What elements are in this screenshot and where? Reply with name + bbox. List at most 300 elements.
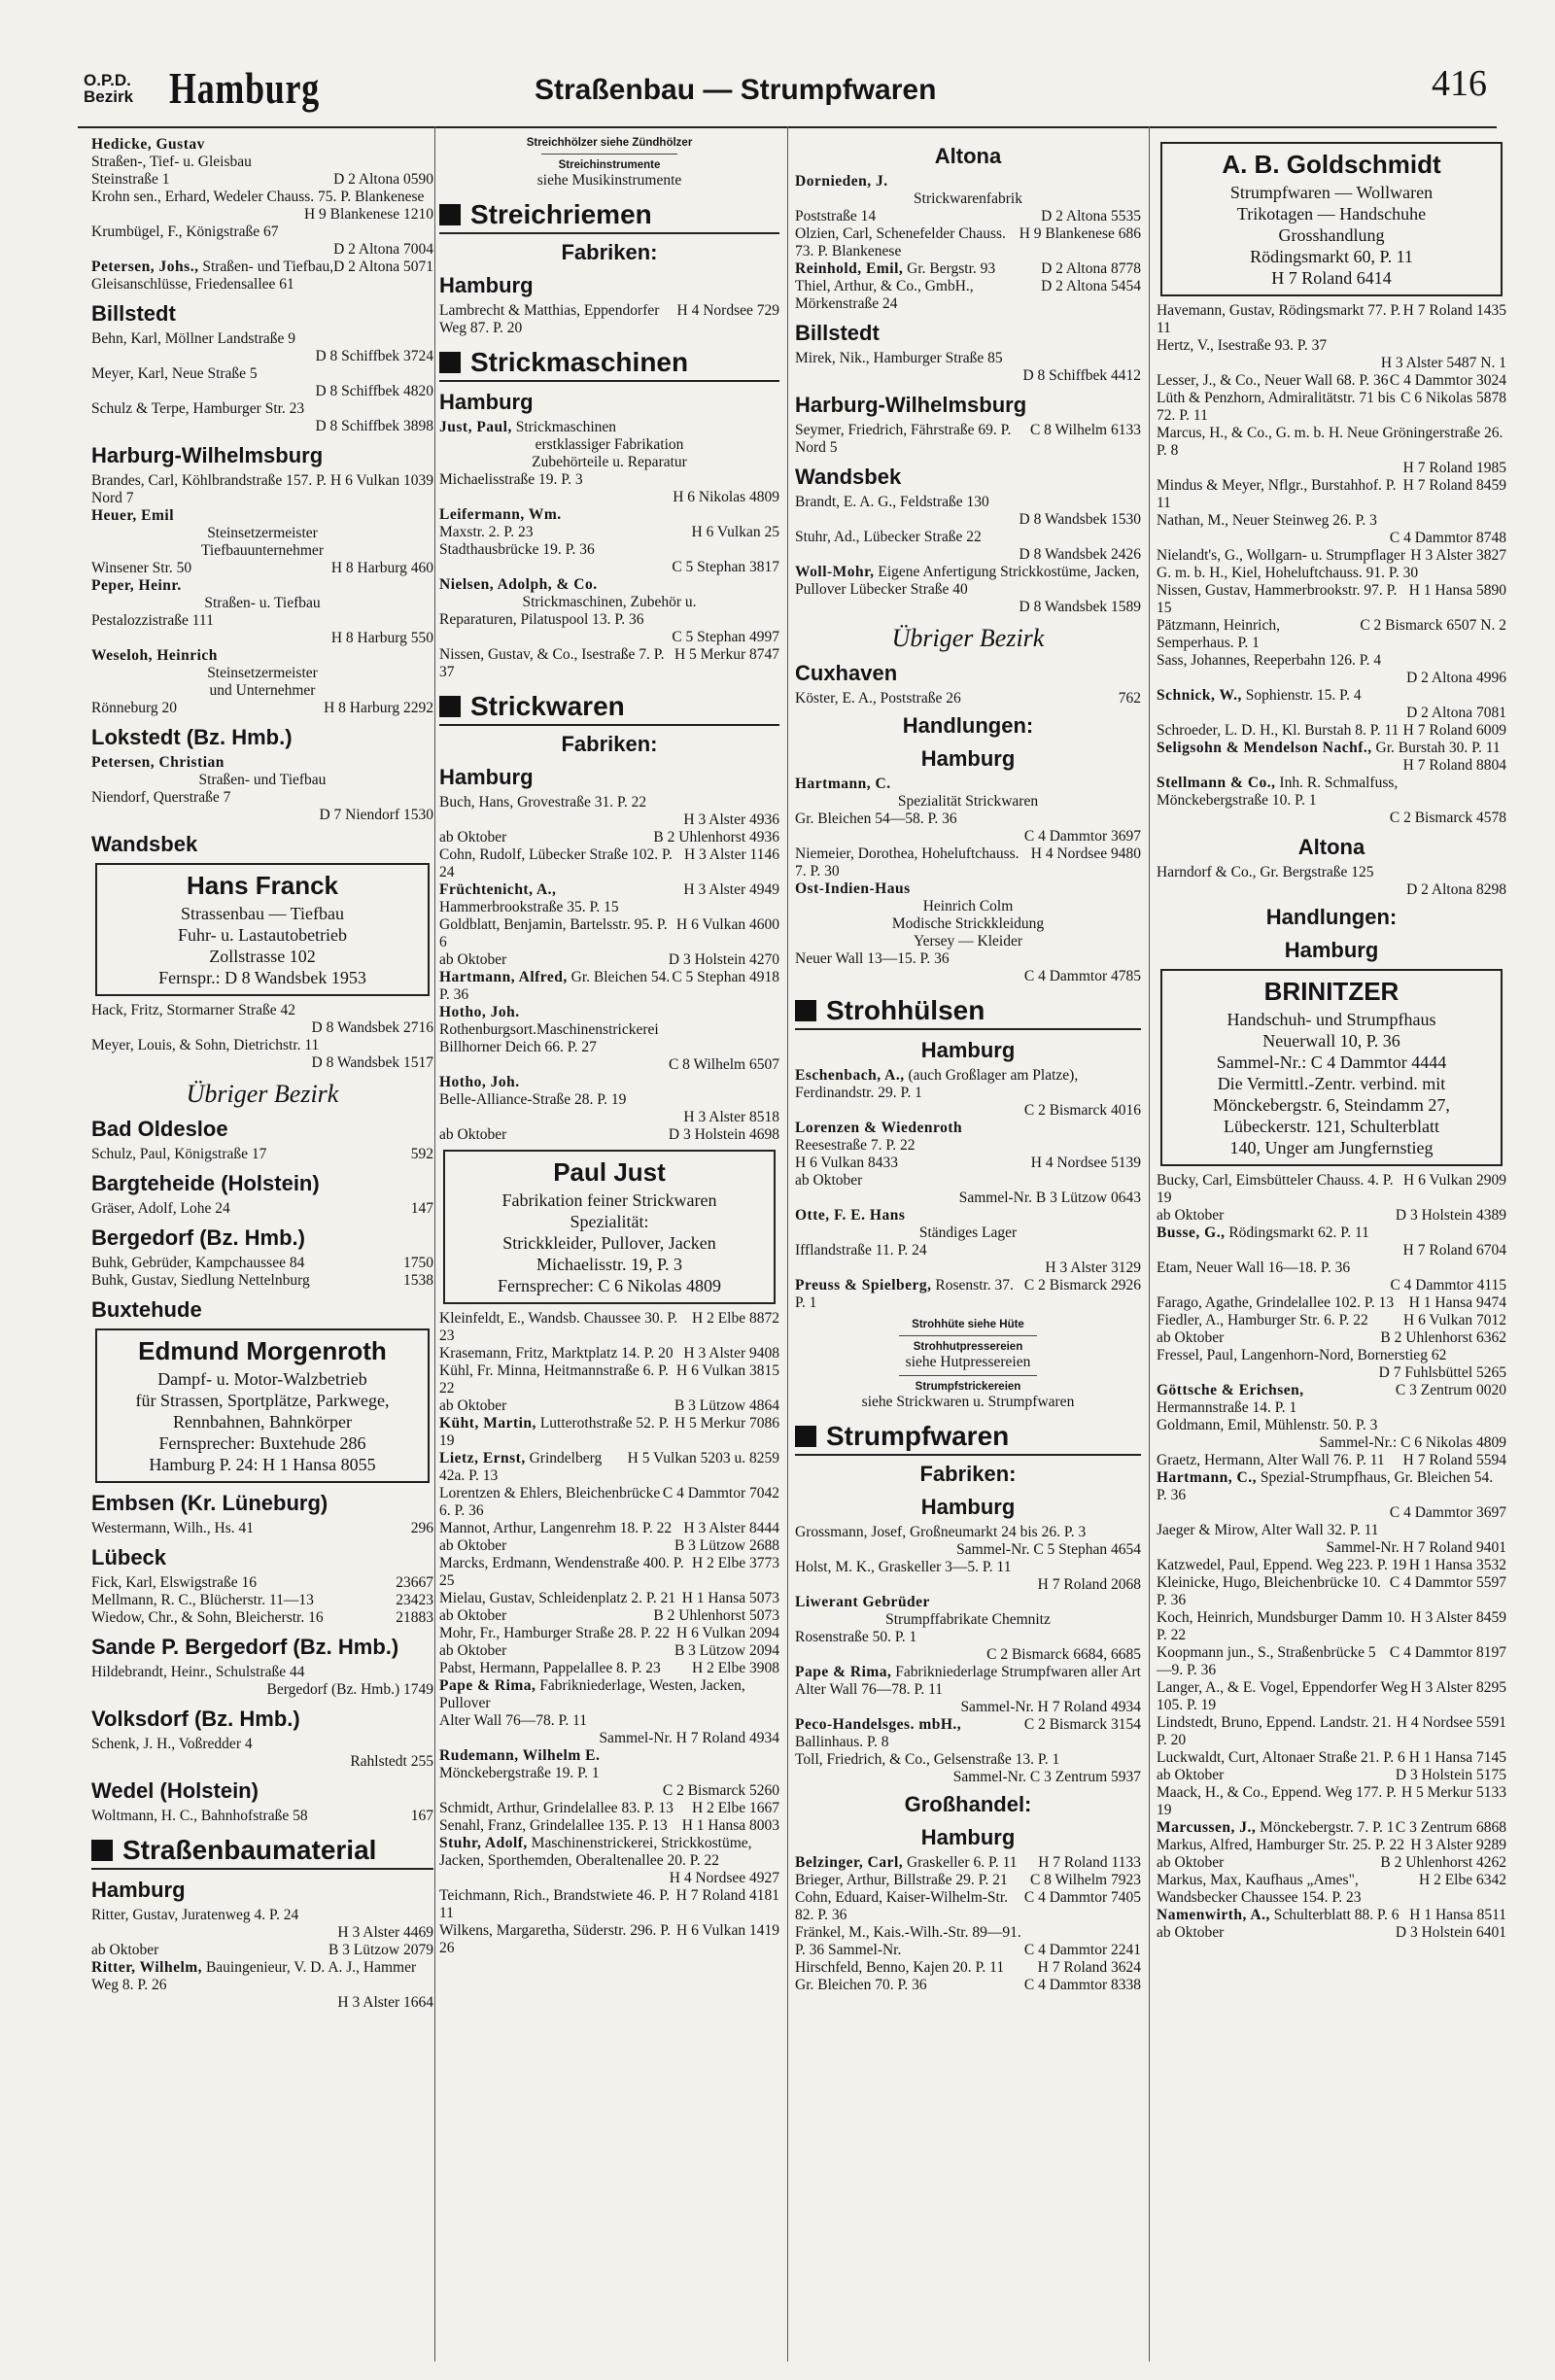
- entry-name: Nielsen, Adolph, & Co.: [439, 576, 598, 593]
- entry-text: H 6 Vulkan 8433: [795, 1155, 898, 1171]
- entry-phone: H 3 Alster 4469: [337, 1924, 433, 1941]
- entry-phone: D 8 Wandsbek 1517: [311, 1054, 433, 1071]
- entry-phone: Sammel-Nr. C 5 Stephan 4654: [956, 1541, 1141, 1558]
- directory-entry: [1157, 740, 1506, 757]
- entry-text: Mellmann, R. C., Blücherstr. 11—13: [91, 1592, 314, 1608]
- entry-name: Woll-Mohr,: [795, 564, 875, 580]
- directory-entry: [439, 646, 779, 681]
- entry-phone: H 3 Alster 4936: [683, 811, 779, 828]
- directory-entry: [795, 1207, 1141, 1224]
- entry-phone: C 8 Wilhelm 6133: [1029, 422, 1141, 438]
- advertisement-line: Fernspr.: D 8 Wandsbek 1953: [158, 968, 366, 987]
- entry-text: Rödingsmarkt 62. P. 11: [1225, 1224, 1369, 1241]
- entry-phone: C 5 Stephan 4918: [672, 969, 779, 985]
- entry-phone: C 3 Zentrum 6868: [1395, 1819, 1506, 1836]
- directory-entry: [1157, 1382, 1506, 1417]
- entry-text: Nissen, Gustav, & Co., Isestraße 7. P. 37: [439, 646, 665, 680]
- entry-phone: D 2 Altona 5535: [1041, 208, 1141, 224]
- directory-entry: [1157, 1872, 1506, 1907]
- entry-name: Peper, Heinr.: [91, 577, 182, 594]
- entry-text: Goldmann, Emil, Mühlenstr. 50. P. 3: [1157, 1417, 1378, 1433]
- entry-phone: D 2 Altona 4996: [1406, 670, 1506, 686]
- directory-entry: [1157, 1644, 1506, 1679]
- entry-phone: D 8 Wandsbek 1589: [1019, 599, 1141, 615]
- entry-text: Krohn sen., Erhard, Wedeler Chauss. 75. P. Blankenese: [91, 189, 425, 205]
- category-heading: [439, 199, 779, 234]
- entry-text: Behn, Karl, Möllner Landstraße 9: [91, 330, 296, 347]
- entry-text: Strickwarenfabrik: [914, 190, 1022, 207]
- entry-name: Pape & Rima,: [439, 1677, 536, 1694]
- entry-text: Zubehörteile u. Reparatur: [532, 454, 687, 470]
- entry-text: P. 36 Sammel-Nr.: [795, 1942, 902, 1958]
- entry-phone: H 1 Hansa 5073: [681, 1590, 779, 1606]
- category-title: Strumpfwaren: [826, 1421, 1010, 1451]
- entry-phone: C 2 Bismarck 4578: [1389, 810, 1506, 826]
- directory-entry: [1157, 477, 1506, 512]
- entry-phone: D 2 Altona 7081: [1406, 705, 1506, 721]
- place-heading: Altona: [1297, 835, 1365, 859]
- directory-entry: [1157, 1224, 1506, 1242]
- place-heading: Billstedt: [795, 321, 880, 345]
- entry-text: Kleinfeldt, E., Wandsb. Chaussee 30. P. 23: [439, 1310, 678, 1344]
- directory-entry: [91, 542, 433, 560]
- entry-text: Buhk, Gebrüder, Kampchaussee 84: [91, 1255, 305, 1271]
- directory-entry: [1157, 1364, 1506, 1382]
- entry-text: ab Oktober: [1157, 1924, 1225, 1941]
- directory-entry: [795, 793, 1141, 811]
- directory-entry: [439, 794, 779, 811]
- entry-text: Etam, Neuer Wall 16—18. P. 36: [1157, 1259, 1351, 1276]
- entry-phone: 21883: [396, 1609, 433, 1626]
- directory-entry: [91, 1664, 433, 1681]
- entry-phone: D 8 Schiffbek 3724: [315, 348, 433, 364]
- advertisement-line: Spezialität:: [570, 1212, 649, 1231]
- directory-entry: [91, 400, 433, 418]
- entry-name: Marcussen, J.,: [1157, 1819, 1257, 1836]
- directory-entry: [91, 206, 433, 224]
- directory-entry: [1157, 722, 1506, 740]
- entry-phone: H 6 Vulkan 2094: [676, 1625, 779, 1641]
- entry-text: ab Oktober: [439, 951, 507, 968]
- entry-text: Alter Wall 76—78. P. 11: [795, 1681, 944, 1698]
- advertisement-line: 140, Unger am Jungfernstieg: [1229, 1138, 1434, 1157]
- advertisement-box: [443, 1150, 776, 1304]
- subsection-heading: Großhandel:: [904, 1792, 1032, 1816]
- entry-text: Lindstedt, Bruno, Eppend. Landstr. 21. P. 20: [1157, 1714, 1392, 1748]
- directory-entry: [1157, 1522, 1506, 1539]
- entry-phone: H 2 Elbe 8872: [692, 1310, 779, 1327]
- entry-name: Hartmann, C.: [795, 776, 891, 792]
- directory-entry: [91, 754, 433, 772]
- entry-phone: B 3 Lützow 2079: [328, 1942, 433, 1958]
- entry-name: Eschenbach, A.,: [795, 1067, 905, 1084]
- entry-phone: D 3 Holstein 4389: [1395, 1207, 1506, 1224]
- directory-entry: [1157, 1294, 1506, 1312]
- advertisement-line: Trikotagen — Handschuhe: [1236, 204, 1427, 224]
- directory-entry: [795, 880, 1141, 898]
- directory-entry: [1157, 1557, 1506, 1574]
- directory-entry: [795, 1872, 1141, 1889]
- entry-text: Kleinicke, Hugo, Bleichenbrücke 10. P. 36: [1157, 1574, 1381, 1608]
- directory-entry: [439, 1782, 779, 1800]
- entry-phone: H 1 Hansa 8511: [1409, 1907, 1506, 1923]
- entry-text: Mönckebergstraße 19. P. 1: [439, 1765, 600, 1781]
- entry-phone: D 2 Altona 8298: [1406, 881, 1506, 898]
- directory-entry: [1157, 1767, 1506, 1784]
- directory-entry: [439, 506, 779, 524]
- entry-text: ab Oktober: [439, 829, 507, 845]
- directory-entry: [1157, 372, 1506, 390]
- entry-text: Buhk, Gustav, Siedlung Nettelnburg: [91, 1272, 310, 1289]
- entry-text: Niendorf, Querstraße 7: [91, 789, 231, 806]
- directory-entry: [91, 1959, 433, 1994]
- directory-entry: [439, 1677, 779, 1712]
- place-heading: Hamburg: [920, 1495, 1016, 1519]
- entry-phone: H 6 Vulkan 2909: [1403, 1172, 1506, 1189]
- entry-text: Krasemann, Fritz, Marktplatz 14. P. 20: [439, 1345, 674, 1362]
- entry-name: Stuhr, Adolf,: [439, 1835, 528, 1851]
- entry-phone: H 7 Roland 2068: [1037, 1576, 1141, 1593]
- directory-entry: [439, 1887, 779, 1922]
- entry-phone: B 2 Uhlenhorst 4936: [653, 829, 779, 845]
- entry-text: Sophienstr. 15. P. 4: [1241, 687, 1362, 704]
- entry-phone: D 8 Schiffbek 4412: [1022, 367, 1141, 384]
- entry-phone: C 2 Bismarck 4016: [1023, 1102, 1141, 1119]
- directory-entry: [439, 1660, 779, 1677]
- category-title: Strickwaren: [470, 691, 625, 721]
- directory-entry: [91, 789, 433, 807]
- cross-reference: Strohhutpressereien: [913, 1341, 1023, 1353]
- entry-phone: H 3 Alster 5487 N. 1: [1380, 355, 1506, 371]
- entry-phone: D 2 Altona 5071: [333, 259, 433, 275]
- directory-entry: [795, 898, 1141, 915]
- directory-entry: [1157, 687, 1506, 705]
- advertisement-line: Mönckebergstr. 6, Steindamm 27,: [1213, 1095, 1450, 1115]
- directory-entry: [91, 171, 433, 189]
- place-heading: Hamburg: [1284, 938, 1379, 962]
- directory-entry: [1157, 1207, 1506, 1224]
- entry-text: Schulz & Terpe, Hamburger Str. 23: [91, 400, 305, 417]
- entry-phone: 23423: [396, 1592, 433, 1608]
- directory-entry: [91, 682, 433, 700]
- directory-entry: [1157, 881, 1506, 899]
- entry-text: Hammerbrookstraße 35. P. 15: [439, 899, 619, 915]
- directory-entry: [91, 507, 433, 525]
- entry-text: ab Oktober: [1157, 1329, 1225, 1346]
- entry-phone: B 3 Lützow 4864: [674, 1397, 779, 1414]
- entry-phone: H 3 Alster 4949: [683, 881, 779, 898]
- place-heading: Volksdorf (Bz. Hmb.): [91, 1707, 300, 1731]
- directory-entry: [439, 1870, 779, 1887]
- advertisement-line: Michaelisstr. 19, P. 3: [536, 1255, 682, 1274]
- directory-entry: [795, 208, 1141, 225]
- divider: [899, 1335, 1037, 1336]
- directory-entry: [795, 367, 1141, 385]
- entry-phone: H 5 Merkur 7086: [674, 1415, 779, 1431]
- entry-text: Alter Wall 76—78. P. 11: [439, 1712, 588, 1729]
- entry-text: Mindus & Meyer, Nflgr., Burstahhof. P. 11: [1157, 477, 1397, 511]
- entry-phone: H 4 Nordsee 9480: [1030, 845, 1141, 862]
- directory-entry: [795, 1120, 1141, 1137]
- directory-entry: [439, 916, 779, 951]
- entry-text: Teichmann, Rich., Brandstwiete 46. P. 11: [439, 1887, 670, 1921]
- entry-text: Gr. Bergstr. 93: [903, 260, 996, 277]
- entry-phone: Bergedorf (Bz. Hmb.) 1749: [266, 1681, 433, 1698]
- directory-entry: [795, 968, 1141, 985]
- entry-text: Senahl, Franz, Grindelallee 135. P. 13: [439, 1817, 668, 1834]
- entry-phone: D 3 Holstein 4270: [668, 951, 779, 968]
- directory-entry: [795, 1394, 1141, 1411]
- entry-phone: H 2 Elbe 6342: [1419, 1872, 1506, 1888]
- directory-entry: [1157, 864, 1506, 881]
- entry-name: Küht, Martin,: [439, 1415, 536, 1431]
- entry-text: Jaeger & Mirow, Alter Wall 32. P. 11: [1157, 1522, 1379, 1538]
- entry-name: Petersen, Christian: [91, 754, 225, 771]
- advertisement-line: Fernsprecher: C 6 Nikolas 4809: [498, 1276, 721, 1295]
- entry-phone: C 2 Bismarck 5260: [662, 1782, 779, 1799]
- directory-entry: [795, 690, 1141, 707]
- directory-entry: [795, 1646, 1141, 1664]
- cross-reference: Strumpfstrickereien: [915, 1381, 1021, 1393]
- advertisement-line: Zollstrasse 102: [209, 947, 316, 966]
- directory-entry: [439, 576, 779, 594]
- entry-phone: C 4 Dammtor 8748: [1389, 530, 1506, 546]
- directory-entry: [795, 1354, 1141, 1371]
- directory-entry: [439, 1004, 779, 1021]
- entry-text: Fabrikniederlage Strumpfwaren aller Art: [891, 1664, 1141, 1680]
- directory-entry: [91, 472, 433, 507]
- directory-entry: [1157, 1329, 1506, 1347]
- entry-text: Lesser, J., & Co., Neuer Wall 68. P. 36: [1157, 372, 1389, 389]
- entry-phone: H 1 Hansa 9474: [1408, 1294, 1506, 1311]
- place-heading: Hamburg: [920, 1825, 1016, 1849]
- place-heading: Harburg-Wilhelmsburg: [91, 443, 324, 467]
- directory-entry: [439, 1800, 779, 1817]
- directory-entry: [795, 529, 1141, 546]
- directory-entry: [795, 1190, 1141, 1207]
- entry-text: Markus, Alfred, Hamburger Str. 25. P. 22: [1157, 1837, 1405, 1853]
- place-heading: Cuxhaven: [795, 661, 898, 685]
- entry-name: Göttsche & Erichsen,: [1157, 1382, 1304, 1398]
- entry-phone: D 2 Altona 0590: [333, 171, 433, 188]
- entry-phone: Sammel-Nr. B 3 Lützow 0643: [958, 1190, 1141, 1206]
- entry-phone: D 7 Fuhlsbüttel 5265: [1378, 1364, 1506, 1381]
- directory-entry: [795, 1629, 1141, 1646]
- entry-phone: 23667: [396, 1574, 433, 1591]
- directory-entry: [91, 1002, 433, 1019]
- entry-phone: H 3 Alster 9289: [1410, 1837, 1506, 1853]
- place-heading: Hamburg: [439, 390, 534, 414]
- entry-phone: H 3 Alster 8459: [1410, 1609, 1506, 1626]
- entry-name: Heuer, Emil: [91, 507, 175, 524]
- directory-entry: [91, 807, 433, 824]
- directory-entry: [91, 241, 433, 259]
- directory-entry: [91, 383, 433, 400]
- entry-text: Brieger, Arthur, Billstraße 29. P. 21: [795, 1872, 1008, 1888]
- entry-phone: H 2 Elbe 3908: [692, 1660, 779, 1676]
- directory-entry: [1157, 1242, 1506, 1259]
- place-heading: Billstedt: [91, 301, 176, 326]
- directory-entry: [1157, 1749, 1506, 1767]
- entry-phone: H 7 Roland 8804: [1402, 757, 1506, 774]
- directory-entry: [91, 1681, 433, 1699]
- bezirk-label: Bezirk: [84, 87, 134, 106]
- advertisement-line: Rödingsmarkt 60, P. 11: [1250, 247, 1413, 266]
- entry-text: ab Oktober: [1157, 1207, 1225, 1224]
- directory-entry: [439, 1450, 779, 1485]
- subsection-heading: Fabriken:: [919, 1462, 1017, 1486]
- entry-text: Schenk, J. H., Voßredder 4: [91, 1736, 253, 1752]
- entry-text: Lambrecht & Matthias, Eppendorfer Weg 87. P. 20: [439, 302, 660, 336]
- entry-text: Gr. Burstah 30. P. 11: [1371, 740, 1501, 756]
- entry-text: Strickmaschinen: [511, 419, 617, 435]
- entry-text: Steinsetzermeister: [207, 525, 318, 541]
- category-title: Straßenbaumaterial: [122, 1835, 377, 1865]
- entry-text: Bucky, Carl, Eimsbütteler Chauss. 4. P. 19: [1157, 1172, 1394, 1206]
- directory-entry: [439, 1091, 779, 1109]
- entry-text: Fränkel, M., Kais.-Wilh.-Str. 89—91.: [795, 1924, 1021, 1941]
- advertisement-line: H 7 Roland 6414: [1271, 268, 1392, 288]
- directory-entry: [439, 1021, 779, 1039]
- entry-phone: 592: [410, 1146, 433, 1162]
- section-marker-icon: [795, 1426, 816, 1447]
- directory-entry: [1157, 1347, 1506, 1364]
- place-heading: Hamburg: [920, 746, 1016, 771]
- directory-entry: [1157, 617, 1506, 652]
- entry-phone: C 2 Bismarck 6684, 6685: [986, 1646, 1141, 1663]
- directory-entry: [91, 1808, 433, 1825]
- directory-entry: [439, 829, 779, 846]
- directory-entry: [795, 422, 1141, 457]
- entry-text: Cohn, Eduard, Kaiser-Wilhelm-Str. 82. P. 36: [795, 1889, 1009, 1923]
- place-heading: Hamburg: [920, 1038, 1016, 1062]
- directory-entry: [1157, 1469, 1506, 1504]
- entry-text: Pabst, Hermann, Pappelallee 8. P. 23: [439, 1660, 661, 1676]
- directory-entry: [91, 1037, 433, 1054]
- entry-text: Reesestraße 7. P. 22: [795, 1137, 916, 1154]
- directory-entry: [439, 1345, 779, 1362]
- directory-entry: [795, 1699, 1141, 1716]
- entry-text: Straßen- und Tiefbau, Gleisanschlüsse, Friedensallee 61: [91, 259, 334, 293]
- directory-entry: [439, 1485, 779, 1520]
- entry-phone: H 1 Hansa 5890: [1408, 582, 1506, 599]
- advertisement-line: Strickkleider, Pullover, Jacken: [502, 1233, 716, 1253]
- entry-text: Steinstraße 1: [91, 171, 170, 188]
- directory-entry: [795, 1924, 1141, 1942]
- directory-entry: [91, 1736, 433, 1753]
- advertisement-box: [1160, 142, 1503, 296]
- directory-entry: [795, 599, 1141, 616]
- entry-phone: D 2 Altona 8778: [1041, 260, 1141, 277]
- entry-name: Otte, F. E. Hans: [795, 1207, 906, 1224]
- entry-phone: C 5 Stephan 4997: [672, 629, 779, 645]
- entry-text: Belle-Alliance-Straße 28. P. 19: [439, 1091, 627, 1108]
- directory-entry: [795, 494, 1141, 511]
- entry-name: Busse, G.,: [1157, 1224, 1226, 1241]
- entry-text: Ständiges Lager: [918, 1224, 1018, 1241]
- place-heading: Harburg-Wilhelmsburg: [795, 393, 1027, 417]
- category-heading: [439, 347, 779, 382]
- directory-entry: [795, 1854, 1141, 1872]
- place-heading: Bargteheide (Holstein): [91, 1171, 320, 1195]
- entry-phone: H 3 Alster 8518: [683, 1109, 779, 1125]
- entry-phone: C 6 Nikolas 5878: [1400, 390, 1506, 406]
- directory-entry: [91, 1019, 433, 1037]
- directory-entry: [91, 1255, 433, 1272]
- entry-text: ab Oktober: [439, 1126, 507, 1143]
- entry-text: Reparaturen, Pilatuspool 13. P. 36: [439, 611, 644, 628]
- entry-phone: H 6 Vulkan 1419: [676, 1922, 779, 1939]
- directory-entry: [91, 647, 433, 665]
- entry-phone: Sammel-Nr.: C 6 Nikolas 4809: [1319, 1434, 1506, 1451]
- directory-entry: [795, 1172, 1141, 1190]
- directory-entry: [439, 1555, 779, 1590]
- directory-entry: [91, 189, 433, 206]
- advertisement-title: Edmund Morgenroth: [138, 1336, 387, 1365]
- advertisement-line: Hamburg P. 24: H 1 Hansa 8055: [149, 1455, 376, 1474]
- directory-entry: [795, 1541, 1141, 1559]
- entry-phone: C 4 Dammtor 2241: [1023, 1942, 1141, 1958]
- entry-text: Gräser, Adolf, Lohe 24: [91, 1200, 230, 1217]
- advertisement-line: Dampf- u. Motor-Walzbetrieb: [157, 1369, 367, 1389]
- entry-text: Meyer, Karl, Neue Straße 5: [91, 365, 258, 382]
- entry-phone: D 3 Holstein 5175: [1395, 1767, 1506, 1783]
- entry-text: Mielau, Gustav, Schleidenplatz 2. P. 21: [439, 1590, 676, 1606]
- entry-phone: H 8 Harburg 2292: [324, 700, 433, 716]
- entry-text: Langer, A., & E. Vogel, Eppendorfer Weg 105. P. 19: [1157, 1679, 1408, 1713]
- entry-text: Maack, H., & Co., Eppend. Weg 177. P. 19: [1157, 1784, 1397, 1818]
- directory-entry: [439, 1109, 779, 1126]
- section-marker-icon: [91, 1840, 113, 1861]
- subsection-heading: Fabriken:: [561, 240, 658, 264]
- entry-name: Stellmann & Co.,: [1157, 775, 1276, 791]
- entry-text: Ballinhaus. P. 8: [795, 1734, 889, 1750]
- entry-phone: Rahlstedt 255: [350, 1753, 433, 1770]
- entry-text: Spezialität Strickwaren: [897, 793, 1039, 810]
- directory-entry: [439, 471, 779, 489]
- entry-text: Straßen-, Tief- u. Gleisbau: [91, 154, 252, 170]
- directory-entry: [1157, 1819, 1506, 1837]
- directory-entry: [439, 611, 779, 629]
- directory-entry: [439, 541, 779, 559]
- column-3: [795, 136, 1141, 2352]
- entry-text: ab Oktober: [1157, 1767, 1225, 1783]
- directory-entry: [91, 1146, 433, 1163]
- entry-text: (auch Großlager am Platze), Ferdinandstr. 29. P. 1: [795, 1067, 1079, 1101]
- directory-entry: [439, 1642, 779, 1660]
- directory-entry: [91, 1574, 433, 1592]
- entry-name: Hartmann, Alfred,: [439, 969, 568, 985]
- directory-entry: [795, 278, 1141, 313]
- directory-entry: [91, 630, 433, 647]
- entry-text: Schmidt, Arthur, Grindelallee 83. P. 13: [439, 1800, 674, 1816]
- entry-phone: 296: [410, 1520, 433, 1536]
- directory-entry: [439, 1056, 779, 1074]
- directory-entry: [795, 225, 1141, 260]
- subsection-heading: Fabriken:: [561, 732, 658, 756]
- directory-entry: [795, 1959, 1141, 1977]
- directory-entry: [1157, 705, 1506, 722]
- advertisement-line: Fabrikation feiner Strickwaren: [501, 1190, 717, 1210]
- entry-text: Rosenstr. 37. P. 1: [795, 1277, 1014, 1311]
- entry-phone: H 2 Elbe 3773: [692, 1555, 779, 1571]
- entry-text: Goldblatt, Benjamin, Bartelsstr. 95. P. 6: [439, 916, 668, 950]
- entry-phone: H 6 Vulkan 4600: [676, 916, 779, 933]
- column-1: [91, 136, 433, 2352]
- directory-entry: [439, 1039, 779, 1056]
- entry-text: Koch, Heinrich, Mundsburger Damm 10. P. 22: [1157, 1609, 1405, 1643]
- directory-entry: [795, 1155, 1141, 1172]
